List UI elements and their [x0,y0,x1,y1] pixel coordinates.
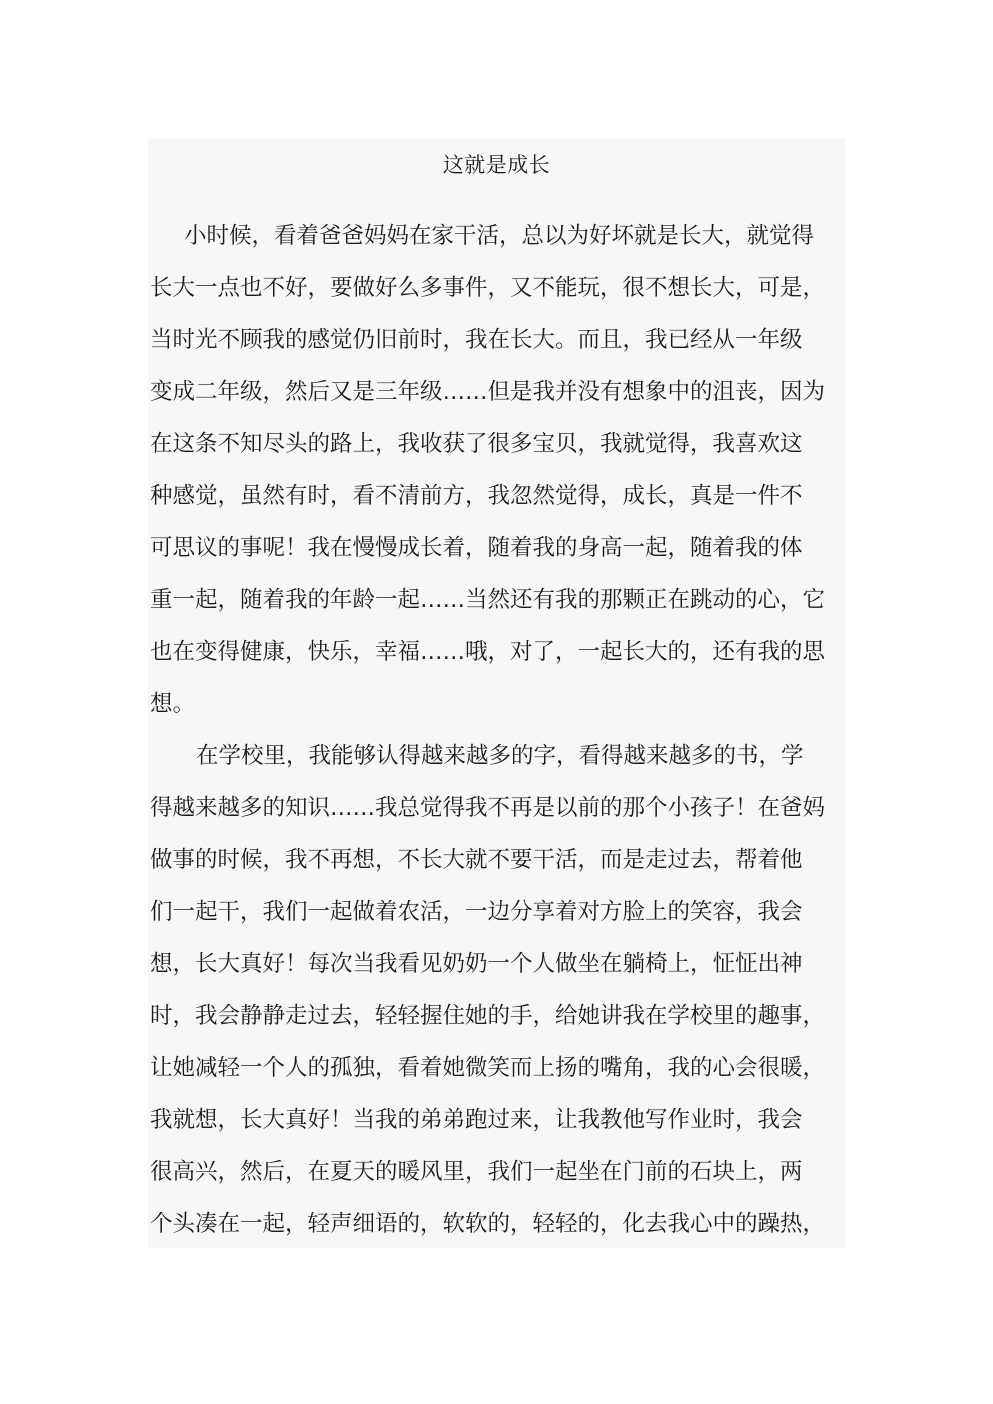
paragraph-1-line-9: 也在变得健康，快乐，幸福……哦，对了，一起长大的，还有我的思 [150,639,826,665]
paragraph-1-line-10: 想。 [150,691,196,717]
paragraph-1-line-8: 重一起，随着我的年龄一起……当然还有我的那颗正在跳动的心，它 [150,587,826,613]
paragraph-2-line-6: 时，我会静静走过去，轻轻握住她的手，给她讲我在学校里的趣事， [150,1003,826,1029]
paragraph-1-line-7: 可思议的事呢！我在慢慢成长着，随着我的身高一起，随着我的体 [150,535,803,561]
paragraph-2-line-1: 在学校里，我能够认得越来越多的字，看得越来越多的书，学 [196,743,804,769]
paragraph-2-line-9: 很高兴，然后，在夏天的暖风里，我们一起坐在门前的石块上，两 [150,1159,803,1185]
document-text-block [148,138,845,1248]
paragraph-2-line-2: 得越来越多的知识……我总觉得我不再是以前的那个小孩子！在爸妈 [150,795,826,821]
paragraph-1-line-4: 变成二年级，然后又是三年级……但是我并没有想象中的沮丧，因为 [150,379,826,405]
paragraph-2-line-8: 我就想，长大真好！当我的弟弟跑过来，让我教他写作业时，我会 [150,1107,803,1133]
paragraph-2-line-10: 个头凑在一起，轻声细语的，软软的，轻轻的，化去我心中的躁热， [150,1211,826,1237]
paragraph-1-line-5: 在这条不知尽头的路上，我收获了很多宝贝，我就觉得，我喜欢这 [150,431,803,457]
paragraph-2-line-5: 想，长大真好！每次当我看见奶奶一个人做坐在躺椅上，怔怔出神 [150,951,803,977]
paragraph-1-line-2: 长大一点也不好，要做好么多事件，又不能玩，很不想长大，可是， [150,275,826,301]
paragraph-2-line-7: 让她减轻一个人的孤独，看着她微笑而上扬的嘴角，我的心会很暖， [150,1055,826,1081]
paragraph-1-line-3: 当时光不顾我的感觉仍旧前时，我在长大。而且，我已经从一年级 [150,327,803,353]
paragraph-2-line-3: 做事的时候，我不再想，不长大就不要干活，而是走过去，帮着他 [150,847,803,873]
document-title: 这就是成长 [442,153,551,177]
paragraph-1-line-1: 小时候，看着爸爸妈妈在家干活，总以为好坏就是长大，就觉得 [184,223,815,249]
paragraph-1-line-6: 种感觉，虽然有时，看不清前方，我忽然觉得，成长，真是一件不 [150,483,803,509]
paragraph-2-line-4: 们一起干，我们一起做着农活，一边分享着对方脸上的笑容，我会 [150,899,803,925]
